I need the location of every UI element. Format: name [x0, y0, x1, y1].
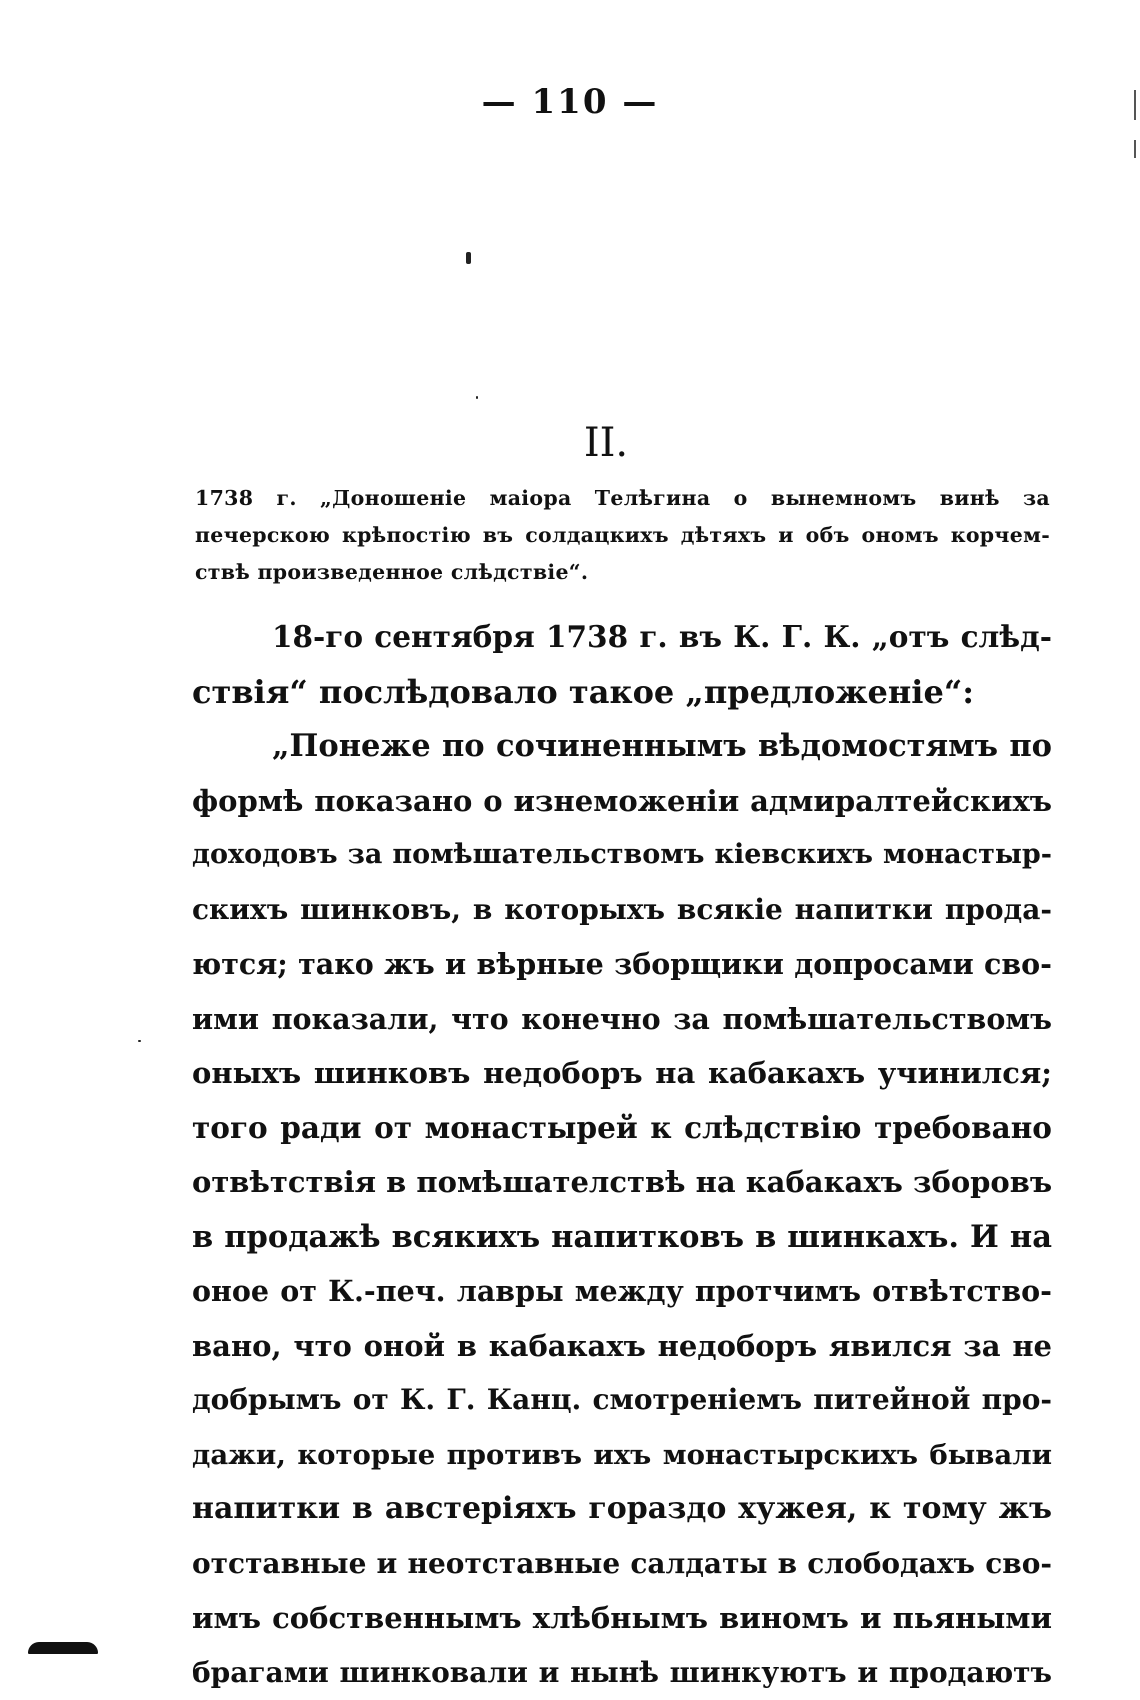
body-line: вано, что оной в кабакахъ недоборъ явился за не — [192, 1319, 1052, 1374]
page-edge-line — [1134, 140, 1136, 158]
print-speck — [138, 1040, 141, 1042]
section-number: II. — [0, 420, 1140, 466]
body-line: в продажѣ всякихъ напитковъ в шинкахъ. И на — [192, 1210, 1052, 1265]
page-edge-mark — [28, 1642, 98, 1654]
body-line: того ради от монастырей к слѣдствію требовано — [192, 1101, 1052, 1156]
body-line: имъ собственнымъ хлѣбнымъ виномъ и пьяными — [192, 1591, 1052, 1646]
body-line: ются; тако жъ и вѣрные зборщики допросами сво- — [192, 937, 1052, 992]
body-line: доходовъ за помѣшательствомъ кіевскихъ монастыр- — [192, 828, 1052, 883]
print-speck — [476, 396, 478, 399]
body-line: добрымъ от К. Г. Канц. смотреніемъ питейной про- — [192, 1373, 1052, 1428]
body-line: ими показали, что конечно за помѣшательствомъ — [192, 992, 1052, 1047]
caption-line: ствѣ произведенное слѣдствіе“. — [195, 554, 1050, 591]
body-line: ствія“ послѣдовало такое „предложеніе“: — [192, 665, 1052, 720]
page-number: — 110 — — [0, 82, 1140, 122]
body-line: скихъ шинковъ, в которыхъ всякіе напитки прода- — [192, 883, 1052, 938]
body-line: „Понеже по сочиненнымъ вѣдомостямъ по — [192, 719, 1052, 774]
body-line: напитки в австеріяхъ гораздо хужея, к тому жъ — [192, 1482, 1052, 1537]
body-line: формѣ показано о изнеможеніи адмиралтейскихъ — [192, 774, 1052, 829]
page-edge-line — [1134, 90, 1136, 120]
print-speck — [466, 252, 471, 264]
body-line: брагами шинковали и нынѣ шинкуютъ и продаютъ — [192, 1646, 1052, 1700]
body-text — [192, 610, 1052, 1700]
body-line: отвѣтствія в помѣшателствѣ на кабакахъ зборовъ — [192, 1155, 1052, 1210]
body-line: 18-го сентября 1738 г. въ К. Г. К. „отъ слѣд- — [192, 610, 1052, 665]
body-line: оныхъ шинковъ недоборъ на кабакахъ учинился; — [192, 1046, 1052, 1101]
body-line: отставные и неотставные салдаты в слободахъ сво- — [192, 1537, 1052, 1592]
body-line: оное от К.-печ. лавры между протчимъ отвѣтство- — [192, 1264, 1052, 1319]
document-caption — [195, 480, 1050, 591]
body-line: дажи, которые противъ ихъ монастырскихъ бывали — [192, 1428, 1052, 1483]
caption-line: 1738 г. „Доношеніе маіора Телѣгина о вынемномъ винѣ за — [195, 480, 1050, 517]
caption-line: печерскою крѣпостію въ солдацкихъ дѣтяхъ и объ ономъ корчем- — [195, 517, 1050, 554]
